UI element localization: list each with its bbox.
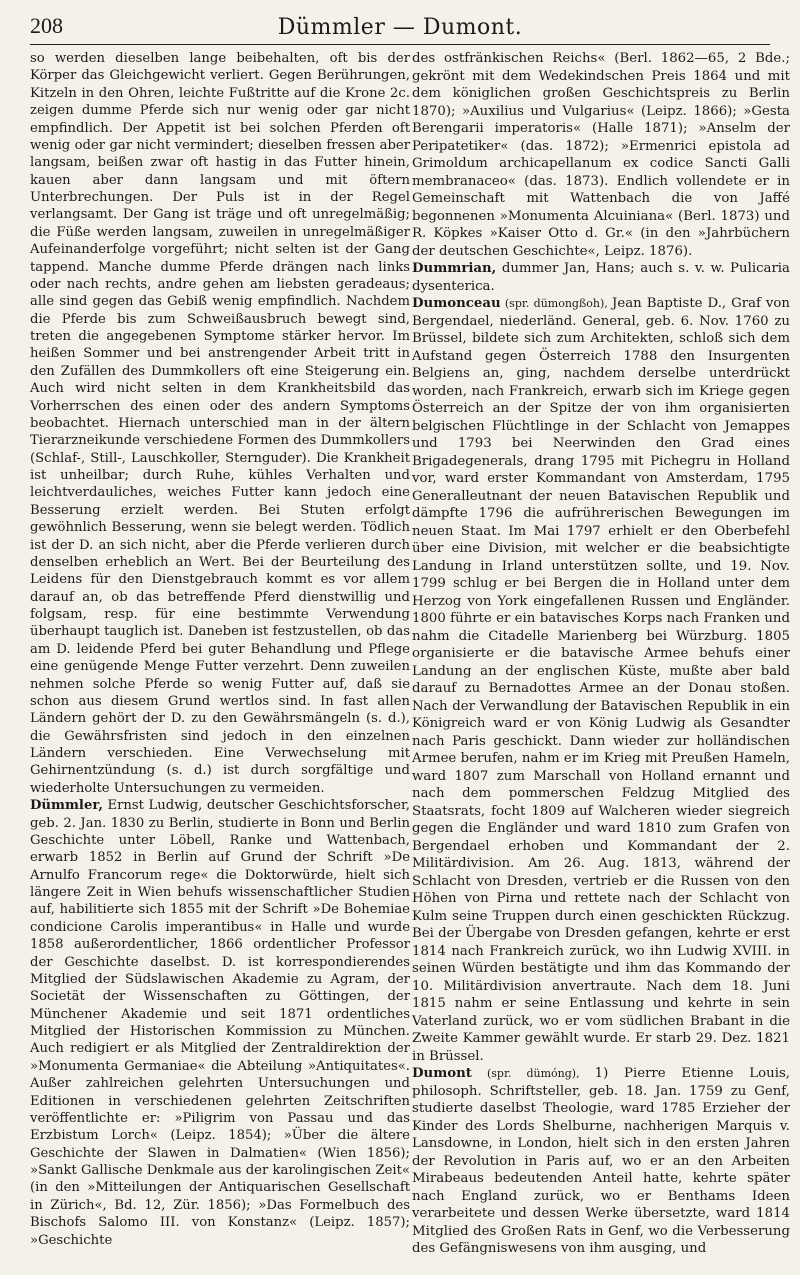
entry-duemmrian bbox=[412, 260, 790, 295]
left-column bbox=[30, 50, 410, 1249]
entry-dumonceau bbox=[412, 295, 790, 1065]
pronunciation: (spr. dümongßoh), bbox=[500, 297, 613, 310]
entry-text: dummer Jan, Hans; auch s. v. w. Pulicaria dysenterica. bbox=[412, 261, 790, 294]
entry-headword: Dummrian, bbox=[412, 261, 497, 276]
entry-headword: Dumont bbox=[412, 1066, 472, 1081]
pronunciation: (spr. dümóng), bbox=[471, 1067, 595, 1080]
entry-text: Jean Baptiste D., Graf von Bergendael, niederländ. General, geb. 6. Nov. 1760 zu Brüssel, bildete sich zum Architekten, schloß sich dem Aufstand gegen Österreich 1788 den Insurgenten Belgiens an, ging, nachdem derselbe unterdrückt worden, nach Frankreich, erwarb sich im Kriege gegen Österreich an der Spitze der von ihm organisierten belgischen Flüchtlinge in der Schlacht von Jemappes und 1793 bei Neerwinden den Grad eines Brigadegenerals, drang 1795 mit Pichegru in Holland vor, ward erster Kommandant von Amsterdam, 1795 Generalleutnant der neuen Batavischen Republik und dämpfte 1796 die aufrührerischen Bewegungen im neuen Staat. Im Mai 1797 erhielt er den Oberbefehl über eine Division, mit welcher er die beabsichtigte Landung in Irland unterstützen sollte, und 19. Nov. 1799 schlug er bei Bergen die in Holland unter dem Herzog von York eingefallenen Russen und Engländer. 1800 führte er ein batavisches Korps nach Franken und nahm die Citadelle Marienberg bei Würzburg. 1805 organisierte er die batavische Armee behufs einer Landung an der englischen Küste, mußte aber bald darauf zu Bernadottes Armee an der Donau stoßen. Nach der Verwandlung der Batavischen Republik in ein Königreich ward er von König Ludwig als Gesandter nach Paris geschickt. Dann wieder zur holländischen Armee berufen, nahm er im Krieg mit Preußen Hameln, ward 1807 zum Marschall von Holland ernannt und nach dem pommerschen Feldzug Mitglied des Staatsrats, focht 1809 auf Walcheren wieder siegreich gegen die Engländer und ward 1810 zum Grafen von Bergendael erhoben und Kommandant der 2. Militärdivision. Am 26. Aug. 1813, während der Schlacht von Dresden, vertrieb er die Russen von den Höhen von Pirna und rettete nach der Schlacht von Kulm seine Truppen durch einen geschickten Rückzug. Bei der Übergabe von Dresden gefangen, kehrte er erst 1814 nach Frankreich zurück, wo ihn Ludwig XVIII. in seinen Würden bestätigte und ihm das Kommando der 10. Militärdivision anvertraute. Nach dem 18. Juni 1815 nahm er seine Entlassung und kehrte in sein Vaterland zurück, wo er vom südlichen Brabant in die Zweite Kammer gewählt wurde. Er starb 29. Dez. 1821 in Brüssel. bbox=[412, 296, 790, 1064]
page-number: 208 bbox=[30, 13, 63, 38]
paragraph-continuation: so werden dieselben lange beibehalten, oft bis der Körper das Gleichgewicht verliert. Gegen Berührungen, Kitzeln in den Ohren, leichte Fußtritte auf die Krone 2c. zeigen dumme Pferde sich nur wenig oder gar nicht empfindlich. Der Appetit ist bei solchen Pferden oft wenig oder gar nicht vermindert; dieselben fressen aber langsam, beißen zwar oft hastig in das Futter hinein, kauen aber dann langsam und mit öftern Unterbrechungen. Der Puls ist in der Regel verlangsamt. Der Gang ist träge und oft unregelmäßig; die Füße werden langsam, zuweilen in unregelmäßiger Aufeinanderfolge vorgeführt; nicht selten ist der Gang tappend. Manche dumme Pferde drängen nach links oder nach rechts, andre gehen am liebsten geradeaus; alle sind gegen das Gebiß wenig empfindlich. Nachdem die Pferde bis zum Schweißausbruch bewegt sind, treten die angegebenen Symptome stärker hervor. Im heißen Sommer und bei anstrengender Arbeit tritt in den Zufällen des Dummkollers oft eine Steigerung ein. Auch wird nicht selten in dem Krankheitsbild das Vorherrschen des einen oder des andern Symptoms beobachtet. Hiernach unterschied man in der ältern Tierarzneikunde verschiedene Formen des Dummkollers (Schlaf-, Still-, Lauschkoller, Sternguder). Die Krankheit ist unheilbar; durch Ruhe, kühles Verhalten und leichtverdauliches, weiches Futter kann jedoch eine Besserung erzielt werden. Bei Stuten erfolgt gewöhnlich Besserung, wenn sie belegt werden. Tödlich ist der D. an sich nicht, aber die Pferde verlieren durch denselben erheblich an Wert. Bei der Beurteilung des Leidens für den Dienstgebrauch kommt es vor allem darauf an, ob das betreffende Pferd dienstwillig und folgsam, resp. für eine bestimmte Verwendung überhaupt tauglich ist. Daneben ist festzustellen, ob das am D. leidende Pferd bei guter Behandlung und Pflege eine genügende Menge Futter verzehrt. Denn zuweilen nehmen solche Pferde so wenig Futter auf, daß sie schon aus diesem Grund wertlos sind. In fast allen Ländern gehört der D. zu den Gewährsmängeln (s. d.), die Gewährsfristen sind jedoch in den einzelnen Ländern verschieden. Eine Verwechselung mit Gehirnentzündung (s. d.) ist durch sorgfältige und wiederholte Untersuchungen zu vermeiden. bbox=[30, 51, 410, 796]
entry-headword: Dumonceau bbox=[412, 296, 501, 311]
right-column bbox=[412, 50, 790, 1258]
entry-text: 1) Pierre Etienne Louis, philosoph. Schriftsteller, geb. 18. Jan. 1759 zu Genf, studierte daselbst Theologie, ward 1785 Erzieher der Kinder des Lords Shelburne, nachherigen Marquis v. Lansdowne, in London, hielt sich in den ersten Jahren der Revolution in Paris auf, wo er an den Arbeiten Mirabeaus bedeutenden Anteil hatte, kehrte später nach England zurück, wo er Benthams Ideen verarbeitete und dessen Werke übersetzte, ward 1814 Mitglied des Großen Rats in Genf, wo die Verbesserung des Gefängniswesens von ihm ausging, und bbox=[412, 1066, 790, 1256]
entry-text: Ernst Ludwig, deutscher Geschichtsforscher, geb. 2. Jan. 1830 zu Berlin, studierte in Bonn und Berlin Geschichte unter Löbell, Ranke und Wattenbach, erwarb 1852 in Berlin auf Grund der Schrift »De Arnulfo Francorum rege« die Doktorwürde, hielt sich längere Zeit in Wien behufs wissenschaftlicher Studien auf, habilitierte sich 1855 mit der Schrift »De Bohemiae condicione Carolis imperantibus« in Halle und wurde 1858 außerordentlicher, 1866 ordentlicher Professor der Geschichte daselbst. D. ist korrespondierendes Mitglied der Südslawischen Akademie zu Agram, der Societät der Wissenschaften zu Göttingen, der Münchener Akademie und seit 1871 ordentliches Mitglied der Historischen Kommission zu München. Auch redigiert er als Mitglied der Zentraldirektion der »Monumenta Germaniae« die Abteilung »Antiquitates«. Außer zahlreichen gelehrten Untersuchungen und Editionen in verschiedenen gelehrten Zeitschriften veröffentlichte er: »Piligrim von Passau und das Erzbistum Lorch« (Leipz. 1854); »Über die ältere Geschichte der Slawen in Dalmatien« (Wien 1856); »Sankt Gallische Denkmale aus der karolingischen Zeit« (in den »Mitteilungen der Antiquarischen Gesellschaft in Zürich«, Bd. 12, Zür. 1856); »Das Formelbuch des Bischofs Salomo III. von Konstanz« (Leipz. 1857); »Geschichte bbox=[30, 798, 410, 1248]
page-header bbox=[30, 10, 770, 45]
entry-duemmler bbox=[30, 797, 410, 1249]
running-head: Dümmler — Dumont. bbox=[277, 15, 523, 40]
entry-dumont bbox=[412, 1065, 790, 1258]
entry-headword: Dümmler, bbox=[30, 798, 103, 814]
paragraph-continuation: des ostfränkischen Reichs« (Berl. 1862—65, 2 Bde.; gekrönt mit dem Wedekindschen Preis 1864 und mit dem königlichen großen Geschichtspreis zu Berlin 1870); »Auxilius und Vulgarius« (Leipz. 1866); »Gesta Berengarii imperatoris« (Halle 1871); »Anselm der Peripatetiker« (das. 1872); »Ermenrici epistola ad Grimoldum archicapellanum ex codice Sancti Galli membranaceo« (das. 1873). Endlich vollendete er in Gemeinschaft mit Wattenbach die von Jaffé begonnenen »Monumenta Alcuiniana« (Berl. 1873) und R. Köpkes »Kaiser Otto d. Gr.« (in den »Jahrbüchern der deutschen Geschichte«, Leipz. 1876). bbox=[412, 51, 790, 259]
